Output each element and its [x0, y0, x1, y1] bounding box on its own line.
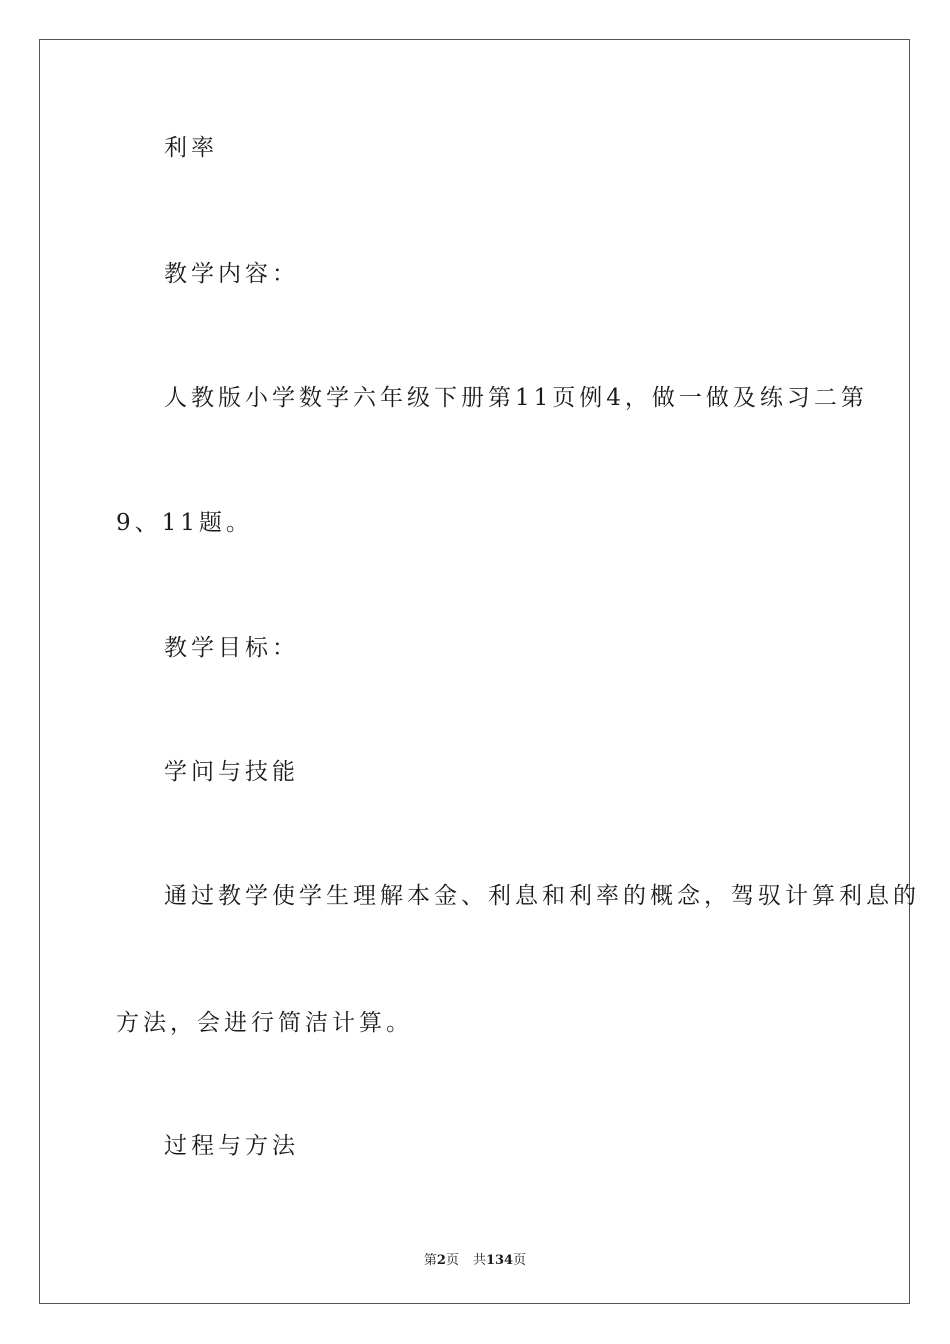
- footer-page-suffix: 页: [445, 1253, 459, 1268]
- section-label-goals: 教学目标：: [164, 635, 299, 661]
- footer-page-prefix: 第: [423, 1253, 437, 1268]
- footer-total-pages: 134: [485, 1253, 514, 1268]
- footer-page-number: 2: [436, 1253, 446, 1268]
- page-footer: [0, 1249, 950, 1268]
- paragraph-line: 人教版小学数学六年级下册第11页例4，做一做及练习二第: [164, 385, 868, 411]
- heading-title: 利率: [164, 135, 218, 161]
- footer-total-suffix: 页: [513, 1253, 527, 1268]
- section-label-content: 教学内容：: [164, 261, 299, 287]
- paragraph-line: 9、11题。: [116, 510, 253, 536]
- subheading-process-method: 过程与方法: [164, 1133, 299, 1159]
- page-border: [39, 39, 910, 1304]
- paragraph-line: 方法，会进行简洁计算。: [116, 1010, 413, 1036]
- footer-total-prefix: 共: [472, 1253, 486, 1268]
- paragraph-line: 通过教学使学生理解本金、利息和利率的概念，驾驭计算利息的: [164, 883, 920, 909]
- subheading-knowledge-skills: 学问与技能: [164, 759, 299, 785]
